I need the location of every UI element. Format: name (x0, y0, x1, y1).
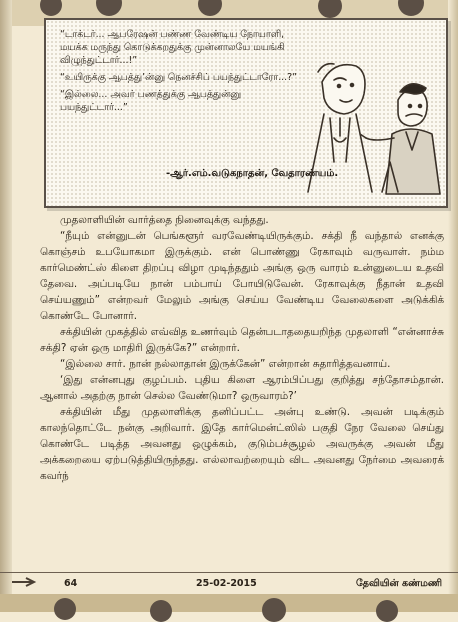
story-paragraph: ‘இது என்னபுது குழப்பம். புதிய கிளை ஆரம்பிப்பது குறித்து சந்தோசம்தான். ஆனால் அதற்கு நான் செல்ல வேண்டுமா? ஒருவாரம்?’ (40, 374, 444, 402)
joke-line: “உயிருக்கு ஆபத்து’ன்னு நெனச்சிப் பயந்துட்டாரோ...?” (60, 72, 297, 83)
footer-arrow-icon (12, 577, 38, 587)
joke-line: “இல்லை... அவர் பணத்துக்கு ஆபத்துன்னு பயந்துட்டார்...” (60, 89, 242, 113)
story-paragraph: சக்தியின் மீது முதலாளிக்கு தனிப்பட்ட அன்பு உண்டு. அவன் படிக்கும் காலந்தொட்டே நன்கு அறிவார். இதே கார்மென்ட்ஸில் பகுதி நேர வேலை செய்து கொண்டே படித்த அவனது ஒழுக்கம், குடும்பச்சூழல் அவருக்கு அவன் மீது அக்கறையை ஏற்படுத்தியிருந்தது. எல்லாவற்றையும் விட அவனது நேர்மை அவரைக் கவர்ந் (40, 406, 444, 482)
cartoon-illustration (294, 42, 444, 202)
joke-text (60, 28, 300, 118)
story-paragraph: முதலாளியின் வார்த்தை நினைவுக்கு வந்தது. (60, 214, 269, 226)
story-body (40, 212, 444, 484)
story-paragraph: “இல்லை சார். நான் நல்லாதான் இருக்கேன்” என்றான் சுதாரித்தவனாய். (60, 358, 391, 370)
joke-cartoon-box (44, 18, 448, 208)
joke-credit: -ஆர்.எம்.வடுகநாதன், வேதாரண்யம். (166, 168, 339, 179)
joke-line: “டாக்டர்... ஆபரேஷன் பண்ண வேண்டிய நோயாளி, மயக்க மருந்து கொடுக்கறதுக்கு முன்னாலயே மயங்கி விழுந்துட்டார்...!” (60, 29, 285, 66)
story-paragraph: “நீயும் என்னுடன் பெங்களூர் வரவேண்டியிருக்கும். சக்தி நீ வந்தால் எனக்கு கொஞ்சம் உபயோகமா இருக்கும். என் பொண்ணு ரேகாவும் வருவாள். நம்ம கார்மெண்ட்ஸ் கிளை திறப்பு விழா முடிந்ததும் அங்கு ஒரு வாரம் உன்னுடைய உதவி தேவை. அப்படியே நான் பம்பாய் போயிடுவேன். ரேகாவுக்கு நீதான் உதவி செய்யணும்” என்றவர் மேலும் அங்கு செய்ய வேண்டிய வேலைகளை அடுக்கிக் கொண்டே போனார். (40, 230, 444, 322)
issue-date: 25-02-2015 (196, 578, 257, 589)
page-right-edge (448, 0, 458, 612)
decorative-dot (262, 598, 286, 622)
page-left-edge (0, 0, 12, 612)
page-number: 64 (64, 578, 78, 589)
story-paragraph: சக்தியின் முகத்தில் எவ்வித உணர்வும் தென்படாததையறிந்த முதலாளி “என்னாச்சு சக்தி? ஏன் ஒரு மாதிரி இருக்கே?” என்றார். (40, 326, 444, 354)
magazine-name: தேவியின் கண்மணி (356, 578, 442, 589)
decorative-dot (150, 600, 172, 622)
decorative-dot (54, 598, 76, 620)
decorative-dot (376, 600, 398, 622)
